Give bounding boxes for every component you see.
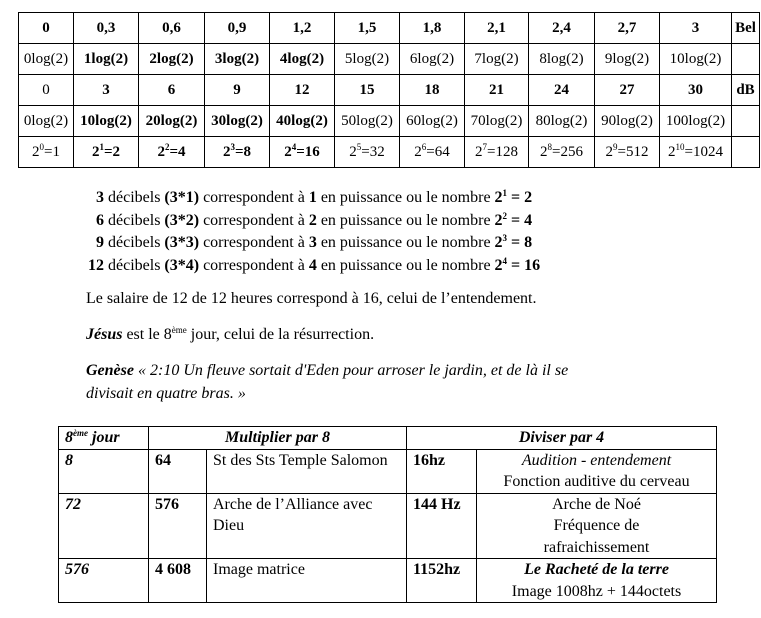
- cell: 7log(2): [465, 44, 529, 75]
- cell: 1,5: [335, 13, 400, 44]
- cell: 72: [59, 493, 149, 559]
- cell: 1152hz: [407, 559, 477, 603]
- table-row: [59, 559, 717, 603]
- cell: $2^{10}=1024$: [660, 137, 732, 168]
- paragraph-genese: Genèse « 2:10 Un fleuve sortait d'Eden pour arroser le jardin, et de là il se divisait en quatre bras. »: [86, 362, 569, 402]
- decibel-line: 12 décibels (3*4) correspondent à 4 en puissance ou le nombre $2^4 = 16$: [88, 255, 541, 274]
- db-row: [19, 75, 760, 106]
- cell: [732, 44, 760, 75]
- cell: 9: [205, 75, 270, 106]
- cell: 2,4: [529, 13, 595, 44]
- bel-row: [19, 13, 760, 44]
- cell: 30: [660, 75, 732, 106]
- cell: 8: [59, 449, 149, 493]
- cell: 576: [149, 493, 207, 559]
- cell: 100log(2): [660, 106, 732, 137]
- decibel-lines: [84, 187, 540, 277]
- cell: $2^8=256$: [529, 137, 595, 168]
- cell: 16hz: [407, 449, 477, 493]
- cell: Arche de Noé Fréquence de rafraichissement: [477, 493, 717, 559]
- cell: 10log(2): [660, 44, 732, 75]
- cell: St des Sts Temple Salomon: [207, 449, 407, 493]
- cell: 0,3: [74, 13, 139, 44]
- cell: $2^6=64$: [400, 137, 465, 168]
- cell: 5log(2): [335, 44, 400, 75]
- header-jour: 8ème jour: [59, 427, 149, 450]
- cell: 21: [465, 75, 529, 106]
- cell: 9log(2): [595, 44, 660, 75]
- cell: $2^9=512$: [595, 137, 660, 168]
- bel-decibel-table: [18, 12, 760, 168]
- cell: 3: [74, 75, 139, 106]
- cell: 1,8: [400, 13, 465, 44]
- power-row: [19, 137, 760, 168]
- table-row: [59, 449, 717, 493]
- jour-table-header: [59, 427, 717, 450]
- cell: 64: [149, 449, 207, 493]
- paragraph-jesus: Jésus est le 8ème jour, celui de la résurrection.: [86, 325, 375, 343]
- cell: 0log(2): [19, 106, 74, 137]
- cell: 24: [529, 75, 595, 106]
- cell: 40log(2): [270, 106, 335, 137]
- cell: 3: [660, 13, 732, 44]
- bel-log-row: [19, 44, 760, 75]
- cell: $2^2=4$: [139, 137, 205, 168]
- cell: 4 608: [149, 559, 207, 603]
- cell: Arche de l’Alliance avec Dieu: [207, 493, 407, 559]
- cell: 576: [59, 559, 149, 603]
- db-log-row: [19, 106, 760, 137]
- cell: 0,6: [139, 13, 205, 44]
- cell: 3log(2): [205, 44, 270, 75]
- cell: 0: [19, 75, 74, 106]
- cell: 144 Hz: [407, 493, 477, 559]
- unit-cell: dB: [732, 75, 760, 106]
- cell: 20log(2): [139, 106, 205, 137]
- cell: Audition - entendement Fonction auditive du cerveau: [477, 449, 717, 493]
- cell: 18: [400, 75, 465, 106]
- decibel-line: 3 décibels (3*1) correspondent à 1 en puissance ou le nombre $2^1 = 2$: [96, 188, 533, 206]
- cell: $2^7=128$: [465, 137, 529, 168]
- cell: 0,9: [205, 13, 270, 44]
- cell: 2,7: [595, 13, 660, 44]
- table-row: [59, 493, 717, 559]
- jour-table: [58, 426, 717, 603]
- cell: 1,2: [270, 13, 335, 44]
- cell: $2^5=32$: [335, 137, 400, 168]
- cell: 10log(2): [74, 106, 139, 137]
- cell: [732, 137, 760, 168]
- cell: Image matrice: [207, 559, 407, 603]
- decibel-line: 6 décibels (3*2) correspondent à 2 en puissance ou le nombre $2^2 = 4$: [96, 210, 533, 229]
- cell: 70log(2): [465, 106, 529, 137]
- cell: 30log(2): [205, 106, 270, 137]
- cell: [732, 106, 760, 137]
- cell: $2^3=8$: [205, 137, 270, 168]
- cell: 90log(2): [595, 106, 660, 137]
- header-multiplier: Multiplier par 8: [149, 427, 407, 450]
- cell: 60log(2): [400, 106, 465, 137]
- cell: $2^4=16$: [270, 137, 335, 168]
- cell: 80log(2): [529, 106, 595, 137]
- cell: 12: [270, 75, 335, 106]
- paragraph-salaire: Le salaire de 12 de 12 heures correspond à 16, celui de l’entendement.: [86, 290, 537, 307]
- cell: 50log(2): [335, 106, 400, 137]
- cell: 4log(2): [270, 44, 335, 75]
- cell: 15: [335, 75, 400, 106]
- cell: $2^0=1$: [19, 137, 74, 168]
- cell: 6: [139, 75, 205, 106]
- cell: 8log(2): [529, 44, 595, 75]
- cell: 27: [595, 75, 660, 106]
- cell: 2,1: [465, 13, 529, 44]
- cell: 0: [19, 13, 74, 44]
- cell: 6log(2): [400, 44, 465, 75]
- header-diviser: Diviser par 4: [407, 427, 717, 450]
- decibel-line: 9 décibels (3*3) correspondent à 3 en puissance ou le nombre $2^3 = 8$: [96, 233, 533, 251]
- unit-cell: Bel: [732, 13, 760, 44]
- cell: 1log(2): [74, 44, 139, 75]
- cell: 2log(2): [139, 44, 205, 75]
- cell: $2^1=2$: [74, 137, 139, 168]
- cell: Le Racheté de la terre Image 1008hz + 144octets: [477, 559, 717, 603]
- cell: 0log(2): [19, 44, 74, 75]
